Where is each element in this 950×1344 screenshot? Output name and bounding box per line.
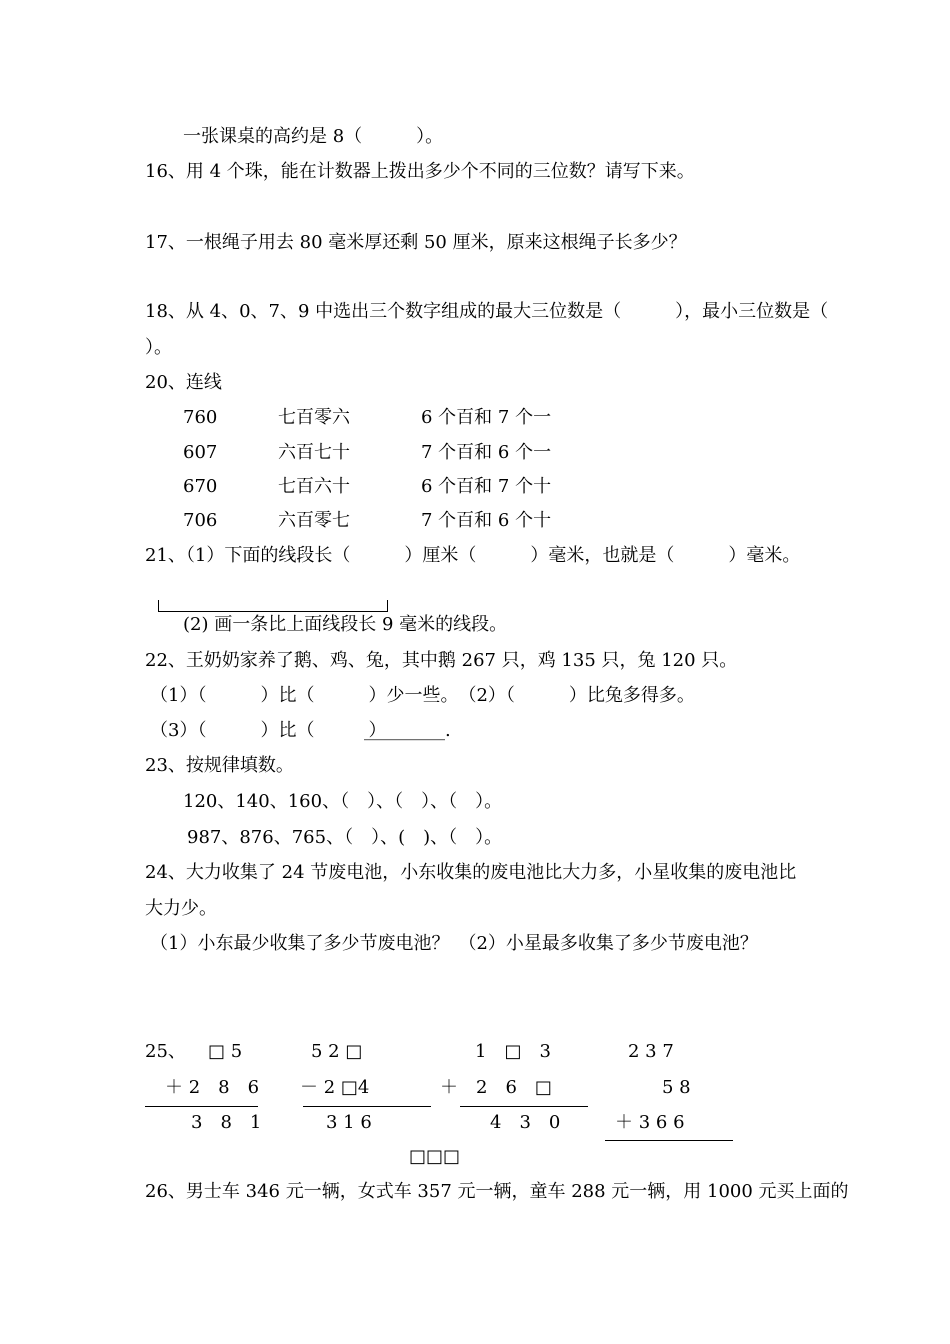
calc-c-result: 4 3 0 <box>490 1112 561 1133</box>
match-num: 760 <box>183 407 218 428</box>
q25-label: 25、 <box>145 1041 186 1062</box>
q18-text-cont: ）。 <box>145 337 172 358</box>
match-words: 七百零六 <box>278 407 350 428</box>
match-parts: 6 个百和 7 个一 <box>421 407 552 428</box>
q17-text: 17、一根绳子用去 80 毫米厚还剩 50 厘米，原来这根绳子长多少？ <box>145 232 687 253</box>
calc-c-row1: 1 □ 3 <box>475 1041 551 1062</box>
calc-c-row2: ＋ 2 6 □ <box>440 1077 552 1098</box>
line-segment <box>158 600 388 612</box>
q26-text: 26、男士车 346 元一辆，女式车 357 元一辆，童车 288 元一辆，用 1000 元买上面的 <box>145 1181 849 1202</box>
calc-a-result: 3 8 1 <box>191 1112 262 1133</box>
q21-part2-text: (2) 画一条比上面线段长 9 毫米的线段。 <box>183 614 508 635</box>
q22-text: 22、王奶奶家养了鹅、鸡、兔，其中鹅 267 只，鸡 135 只，兔 120 只。 <box>145 650 738 671</box>
match-parts: 7 个百和 6 个一 <box>421 442 552 463</box>
calc-d-line <box>605 1140 733 1141</box>
match-parts: 6 个百和 7 个十 <box>421 476 552 497</box>
q15-text: 一张课桌的高约是 8（ ）。 <box>183 126 444 147</box>
q24-text: 24、大力收集了 24 节废电池，小东收集的废电池比大力多，小星收集的废电池比 <box>145 862 797 883</box>
calc-d-row2: 5 8 <box>662 1077 691 1098</box>
calc-a-row2: ＋ 2 8 6 <box>165 1077 260 1098</box>
match-num: 706 <box>183 510 218 531</box>
calc-d-row1: 2 3 7 <box>628 1041 674 1062</box>
q22-part3: （3）（ ）比（ ） <box>150 720 387 741</box>
calc-b-result: 3 1 6 <box>326 1112 372 1133</box>
calc-d-row3: ＋ 3 6 6 <box>615 1112 685 1133</box>
calc-c-line <box>460 1106 588 1107</box>
q22-blank: _________. <box>364 720 451 741</box>
calc-a-line <box>145 1106 258 1107</box>
q24-text-cont: 大力少。 <box>145 898 217 919</box>
q16-text: 16、用 4 个珠，能在计数器上拨出多少个不同的三位数？请写下来。 <box>145 161 695 182</box>
calc-b-row1: 5 2 □ <box>311 1041 363 1062</box>
q18-text: 18、从 4、0、7、9 中选出三个数字组成的最大三位数是（ ），最小三位数是（ <box>145 301 829 322</box>
q23-text: 23、按规律填数。 <box>145 755 294 776</box>
q22-part1: （1）（ ）比（ ）少一些。 （2）（ ）比兔多得多。 <box>150 685 695 706</box>
q24-subquestions: （1）小东最少收集了多少节废电池？ （2）小星最多收集了多少节废电池？ <box>150 933 758 954</box>
q21-text: 21、（1）下面的线段长（ ）厘米（ ）毫米，也就是（ ）毫米。 <box>145 545 801 566</box>
match-num: 607 <box>183 442 218 463</box>
q23-seq1: 120、140、160、（ ）、（ ）、（ ）。 <box>183 791 503 812</box>
match-parts: 7 个百和 6 个十 <box>421 510 552 531</box>
calc-b-line <box>303 1106 431 1107</box>
answer-boxes: □□□ <box>409 1146 461 1167</box>
calc-a-row1: □ 5 <box>208 1041 243 1062</box>
match-num: 670 <box>183 476 218 497</box>
match-words: 六百七十 <box>278 442 350 463</box>
calc-b-row2: － 2 □4 <box>300 1077 370 1098</box>
match-words: 七百六十 <box>278 476 350 497</box>
q23-seq2: 987、876、765、（ ）、( )、（ ）。 <box>187 827 503 848</box>
q20-text: 20、连线 <box>145 372 222 393</box>
match-words: 六百零七 <box>278 510 350 531</box>
